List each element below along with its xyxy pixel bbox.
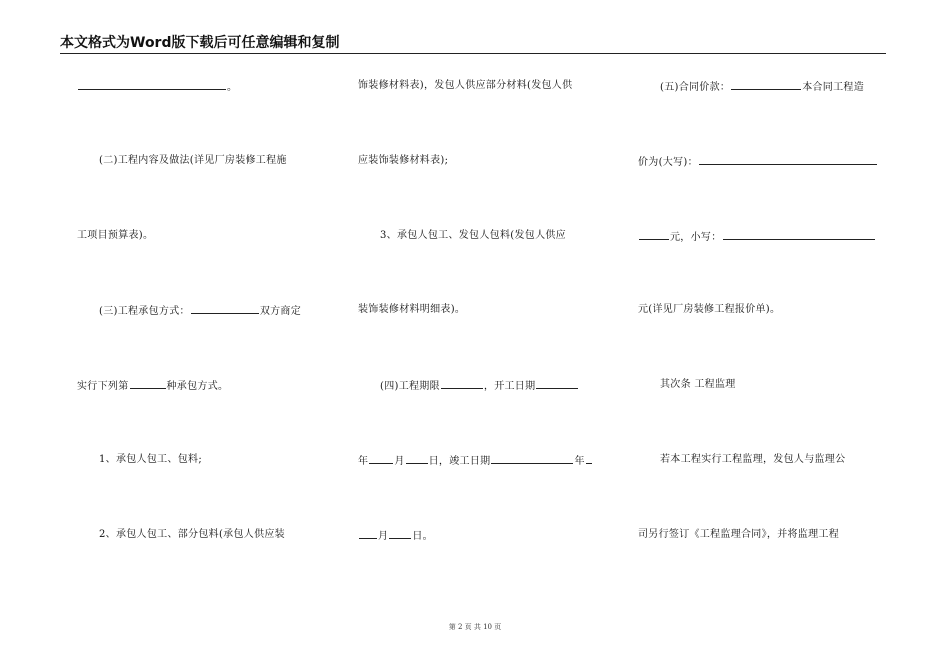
line-text: (四)工程期限	[380, 381, 440, 392]
line	[77, 79, 237, 95]
blank-field	[491, 453, 573, 464]
blank-field	[536, 378, 578, 389]
line	[77, 378, 228, 394]
line: 司另行签订《工程监理合同》，并将监理工程	[638, 529, 839, 540]
line-text: 实行下列第	[77, 381, 129, 392]
line-text: 日，竣工日期	[428, 456, 491, 467]
line: 1、承包人包工、包料;	[99, 454, 203, 465]
line	[638, 154, 878, 170]
blank-field	[369, 453, 393, 464]
line-text: 种承包方式。	[166, 381, 229, 392]
line: 装饰装修材料明细表)。	[358, 304, 466, 315]
line: 其次条 工程监理	[660, 379, 736, 390]
line: (二)工程内容及做法(详见厂房装修工程施	[99, 155, 287, 166]
line-text: (三)工程承包方式：	[99, 306, 190, 317]
line: 工项目预算表)。	[77, 230, 154, 241]
blank-field	[723, 229, 875, 240]
line-text: 年	[358, 456, 369, 467]
line: 3、承包人包工、发包人包料(发包人供应	[380, 230, 566, 241]
line	[638, 229, 876, 245]
line: 2、承包人包工、部分包料(承包人供应装	[99, 529, 285, 540]
document-header: 本文格式为Word版下载后可任意编辑和复制	[60, 34, 886, 54]
line-text: 月	[394, 456, 405, 467]
line	[660, 79, 864, 95]
blank-field	[130, 378, 166, 389]
line-text: 年	[574, 456, 585, 467]
line-text: 日。	[412, 531, 433, 542]
blank-field	[78, 79, 226, 90]
blank-field	[359, 528, 377, 539]
line: 饰装修材料表)，发包人供应部分材料(发包人供	[358, 80, 573, 91]
blank-field	[699, 154, 877, 165]
line: 若本工程实行工程监理，发包人与监理公	[660, 454, 846, 465]
blank-field	[406, 453, 428, 464]
line-text: (五)合同价款：	[660, 82, 731, 93]
blank-field	[731, 79, 801, 90]
blank-field	[441, 378, 483, 389]
line: 应装饰装修材料表);	[358, 155, 449, 166]
line-text: 双方商定	[259, 306, 302, 317]
line	[380, 378, 579, 394]
blank-field	[389, 528, 411, 539]
line	[99, 303, 301, 319]
line	[358, 528, 433, 544]
line-text: 元，小写：	[670, 232, 722, 243]
line-text: 月	[378, 531, 389, 542]
line-text: 价为(大写)：	[638, 157, 698, 168]
page-footer: 第 2 页 共 10 页	[448, 623, 502, 631]
blank-field	[191, 303, 259, 314]
line-text: 本合同工程造	[802, 82, 865, 93]
blank-field	[639, 229, 669, 240]
blank-field	[586, 453, 592, 464]
line-text: 。	[227, 82, 238, 93]
line-text: ，开工日期	[483, 381, 536, 392]
line: 元(详见厂房装修工程报价单)。	[638, 304, 781, 315]
line	[358, 453, 593, 469]
